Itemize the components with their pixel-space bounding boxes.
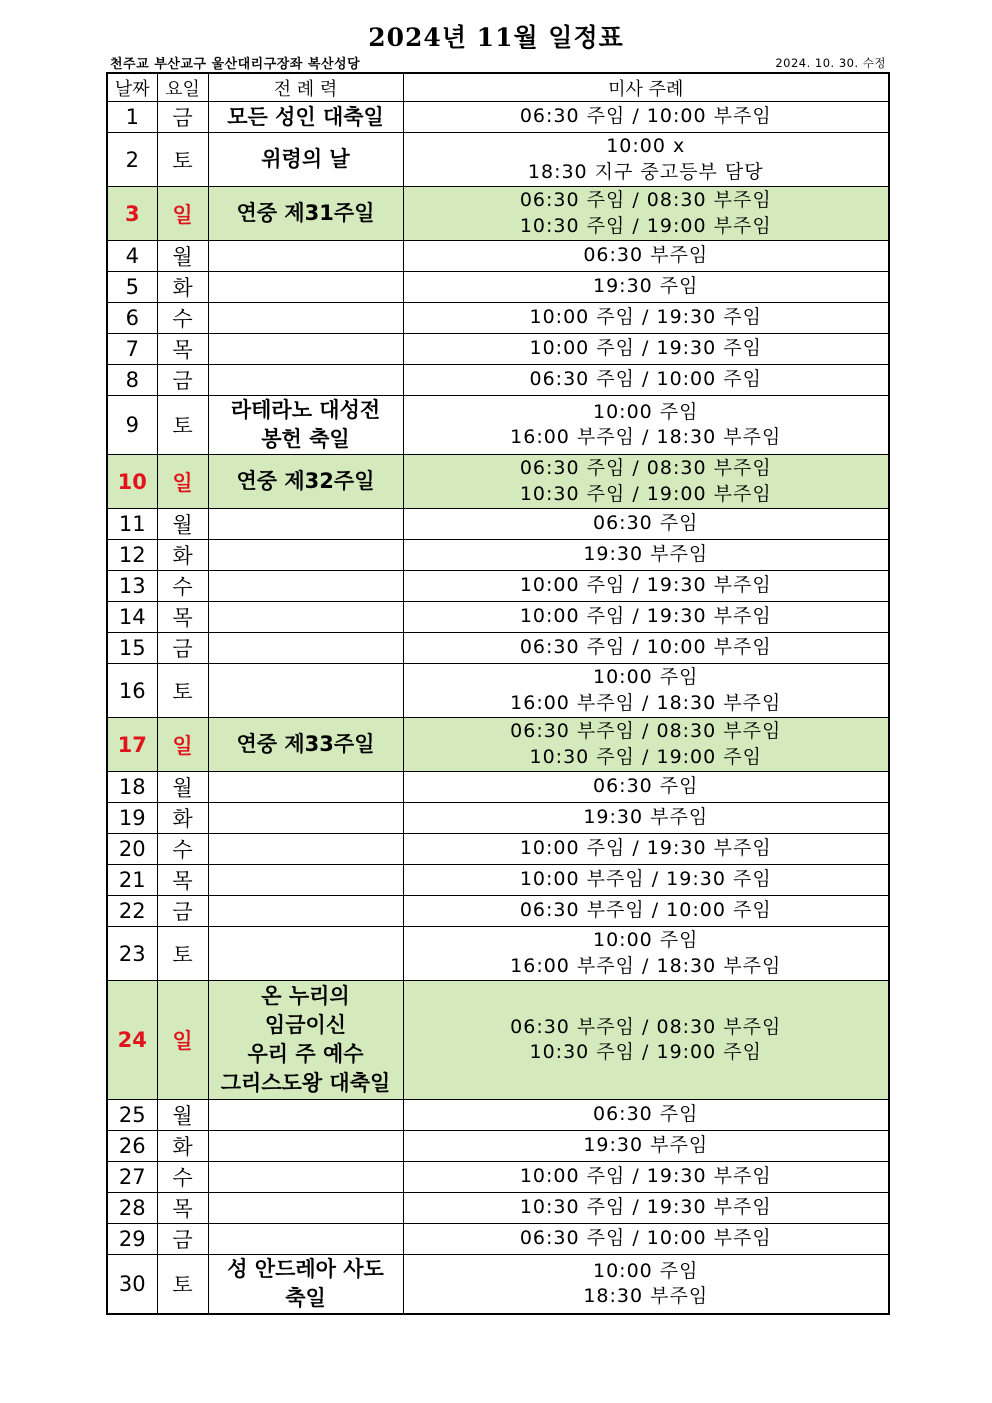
table-row [107,365,889,396]
table-row [107,509,889,540]
mass-cell [403,509,889,540]
liturgy-line: 연중 제31주일 [236,201,375,225]
mass-line: 19:30 부주임 [583,543,709,566]
weekday-cell: 월 [157,1100,208,1131]
weekday-cell: 일 [157,455,208,509]
liturgy-line: 임금이신 [264,1013,347,1037]
weekday-cell: 화 [157,272,208,303]
mass-cell [403,718,889,772]
date-cell: 14 [107,602,157,633]
date-cell: 7 [107,334,157,365]
mass-line: 10:30 주임 / 19:30 부주임 [519,1196,772,1219]
table-row [107,927,889,981]
mass-cell [403,455,889,509]
liturgy-cell [208,1224,403,1255]
table-row [107,718,889,772]
table-row [107,803,889,834]
weekday-cell: 금 [157,896,208,927]
header-liturgy: 전 례 력 [208,73,403,102]
date-cell: 1 [107,102,157,133]
mass-cell [403,1131,889,1162]
weekday-cell: 월 [157,772,208,803]
liturgy-cell [208,187,403,241]
liturgy-cell [208,455,403,509]
mass-line: 06:30 주임 / 10:00 부주임 [519,105,772,128]
weekday-cell: 수 [157,571,208,602]
mass-cell [403,396,889,455]
weekday-cell: 수 [157,1162,208,1193]
liturgy-cell [208,1131,403,1162]
mass-line: 10:00 주임 / 19:30 주임 [529,337,762,360]
schedule-body [107,102,889,1315]
date-cell: 21 [107,865,157,896]
date-cell: 18 [107,772,157,803]
mass-line: 06:30 주임 / 08:30 부주임 [519,457,772,479]
date-cell: 19 [107,803,157,834]
mass-cell [403,602,889,633]
liturgy-cell [208,303,403,334]
liturgy-cell [208,102,403,133]
liturgy-cell [208,896,403,927]
mass-cell [403,303,889,334]
weekday-cell: 월 [157,509,208,540]
mass-line: 19:30 주임 [592,275,699,298]
date-cell: 17 [107,718,157,772]
mass-line: 10:00 주임 / 19:30 부주임 [519,574,772,597]
date-cell: 13 [107,571,157,602]
mass-line: 06:30 주임 [592,775,699,798]
table-row [107,633,889,664]
mass-line: 10:00 주임 / 19:30 주임 [529,306,762,329]
liturgy-line: 라테라노 대성전 [230,398,381,422]
date-cell: 5 [107,272,157,303]
date-cell: 3 [107,187,157,241]
liturgy-cell [208,834,403,865]
liturgy-cell [208,633,403,664]
table-row [107,272,889,303]
mass-cell [403,540,889,571]
liturgy-cell [208,1162,403,1193]
table-row [107,1162,889,1193]
table-row [107,1224,889,1255]
liturgy-cell [208,1193,403,1224]
revision-date: 2024. 10. 30. 수정 [775,56,886,70]
table-row [107,571,889,602]
liturgy-cell [208,602,403,633]
mass-line: 06:30 주임 / 10:00 주임 [529,368,762,391]
liturgy-cell [208,803,403,834]
weekday-cell: 화 [157,540,208,571]
weekday-cell: 화 [157,803,208,834]
mass-cell [403,772,889,803]
liturgy-line: 성 안드레아 사도 [227,1257,384,1281]
mass-line: 06:30 주임 / 08:30 부주임 [519,189,772,211]
table-row [107,896,889,927]
weekday-cell: 토 [157,664,208,718]
liturgy-cell [208,571,403,602]
liturgy-cell [208,772,403,803]
mass-cell [403,896,889,927]
mass-line: 10:00 주임 [592,400,699,423]
weekday-cell: 금 [157,365,208,396]
weekday-cell: 목 [157,334,208,365]
mass-line: 06:30 주임 [592,1103,699,1126]
mass-cell [403,633,889,664]
mass-cell [403,865,889,896]
weekday-cell: 수 [157,303,208,334]
liturgy-cell [208,272,403,303]
mass-line: 16:00 부주임 / 18:30 부주임 [510,426,782,448]
liturgy-cell [208,1100,403,1131]
weekday-cell: 토 [157,1255,208,1315]
date-cell: 20 [107,834,157,865]
liturgy-line: 연중 제32주일 [236,469,375,493]
weekday-cell: 토 [157,396,208,455]
table-row [107,772,889,803]
mass-cell [403,241,889,272]
mass-cell [403,1224,889,1255]
date-cell: 11 [107,509,157,540]
liturgy-cell [208,365,403,396]
liturgy-line: 봉헌 축일 [261,427,350,451]
mass-line: 10:00 주임 / 19:30 부주임 [519,605,772,628]
liturgy-line: 그리스도왕 대축일 [220,1071,391,1095]
date-cell: 2 [107,133,157,187]
liturgy-cell [208,241,403,272]
weekday-cell: 화 [157,1131,208,1162]
weekday-cell: 목 [157,865,208,896]
table-row [107,664,889,718]
mass-line: 06:30 주임 / 10:00 부주임 [519,636,772,659]
mass-line: 10:00 주임 / 19:30 부주임 [519,837,772,860]
table-row [107,981,889,1100]
liturgy-cell [208,718,403,772]
table-row [107,187,889,241]
table-row [107,334,889,365]
liturgy-line: 우리 주 예수 [247,1042,364,1066]
table-row [107,1255,889,1315]
mass-line: 16:00 부주임 / 18:30 부주임 [510,691,782,714]
date-cell: 23 [107,927,157,981]
table-row [107,834,889,865]
date-cell: 22 [107,896,157,927]
weekday-cell: 금 [157,1224,208,1255]
table-row [107,241,889,272]
mass-line: 06:30 부주임 / 10:00 주임 [519,899,772,922]
mass-cell [403,1162,889,1193]
mass-line: 06:30 주임 / 10:00 부주임 [519,1227,772,1250]
date-cell: 28 [107,1193,157,1224]
mass-line: 19:30 부주임 [583,1134,709,1157]
mass-cell [403,272,889,303]
date-cell: 4 [107,241,157,272]
liturgy-cell [208,981,403,1100]
mass-cell [403,803,889,834]
mass-cell [403,1193,889,1224]
schedule-table [106,72,890,1315]
mass-line: 10:00 주임 [592,929,699,951]
weekday-cell: 수 [157,834,208,865]
liturgy-cell [208,664,403,718]
date-cell: 25 [107,1100,157,1131]
liturgy-cell [208,927,403,981]
table-row [107,865,889,896]
mass-line: 19:30 부주임 [583,806,709,829]
mass-cell [403,334,889,365]
weekday-cell: 목 [157,1193,208,1224]
mass-line: 18:30 지구 중고등부 담당 [527,160,764,183]
mass-cell [403,102,889,133]
mass-line: 10:30 주임 / 19:00 부주임 [519,482,772,505]
page-title: 2024년 11월 일정표 [368,23,624,52]
mass-cell [403,927,889,981]
table-row [107,133,889,187]
liturgy-line: 온 누리의 [261,984,350,1008]
mass-cell [403,187,889,241]
weekday-cell: 일 [157,187,208,241]
liturgy-cell [208,1255,403,1315]
header-row [107,73,889,102]
table-row [107,455,889,509]
parish-name: 천주교 부산교구 울산대리구장좌 복산성당 [110,57,361,72]
weekday-cell: 토 [157,927,208,981]
weekday-cell: 일 [157,981,208,1100]
liturgy-cell [208,133,403,187]
mass-line: 10:00 주임 / 19:30 부주임 [519,1165,772,1188]
table-row [107,396,889,455]
date-cell: 26 [107,1131,157,1162]
mass-line: 10:30 주임 / 19:00 부주임 [519,214,772,237]
mass-line: 10:00 주임 [592,666,699,688]
date-cell: 24 [107,981,157,1100]
date-cell: 30 [107,1255,157,1315]
mass-line: 10:30 주임 / 19:00 주임 [529,1041,762,1063]
mass-cell [403,981,889,1100]
header-day: 요일 [157,73,208,102]
mass-line: 06:30 부주임 / 08:30 부주임 [510,1015,782,1038]
date-cell: 12 [107,540,157,571]
header-date: 날짜 [107,73,157,102]
weekday-cell: 토 [157,133,208,187]
date-cell: 10 [107,455,157,509]
date-cell: 9 [107,396,157,455]
table-row [107,303,889,334]
mass-line: 10:30 주임 / 19:00 주임 [529,745,762,768]
table-row [107,1100,889,1131]
date-cell: 16 [107,664,157,718]
liturgy-line: 위령의 날 [261,147,350,171]
weekday-cell: 일 [157,718,208,772]
weekday-cell: 월 [157,241,208,272]
header-mass: 미사 주례 [403,73,889,102]
mass-cell [403,133,889,187]
liturgy-cell [208,396,403,455]
liturgy-line: 모든 성인 대축일 [227,104,384,129]
date-cell: 27 [107,1162,157,1193]
mass-cell [403,365,889,396]
table-row [107,602,889,633]
table-row [107,102,889,133]
table-row [107,540,889,571]
weekday-cell: 금 [157,102,208,133]
mass-line: 06:30 주임 [592,512,699,535]
mass-line: 06:30 부주임 / 08:30 부주임 [510,720,782,742]
date-cell: 29 [107,1224,157,1255]
mass-cell [403,1255,889,1315]
liturgy-cell [208,865,403,896]
weekday-cell: 금 [157,633,208,664]
liturgy-cell [208,509,403,540]
mass-cell [403,664,889,718]
mass-line: 16:00 부주임 / 18:30 부주임 [510,954,782,977]
mass-line: 10:00 부주임 / 19:30 주임 [519,868,772,891]
liturgy-line: 축일 [285,1286,326,1310]
weekday-cell: 목 [157,602,208,633]
liturgy-cell [208,540,403,571]
date-cell: 15 [107,633,157,664]
liturgy-line: 연중 제33주일 [236,732,375,756]
mass-line: 10:00 x [606,135,686,157]
table-row [107,1131,889,1162]
mass-line: 10:00 주임 [592,1259,699,1282]
mass-cell [403,1100,889,1131]
mass-cell [403,571,889,602]
liturgy-cell [208,334,403,365]
date-cell: 6 [107,303,157,334]
mass-line: 06:30 부주임 [583,244,709,267]
date-cell: 8 [107,365,157,396]
mass-line: 18:30 부주임 [583,1285,709,1307]
table-row [107,1193,889,1224]
mass-cell [403,834,889,865]
